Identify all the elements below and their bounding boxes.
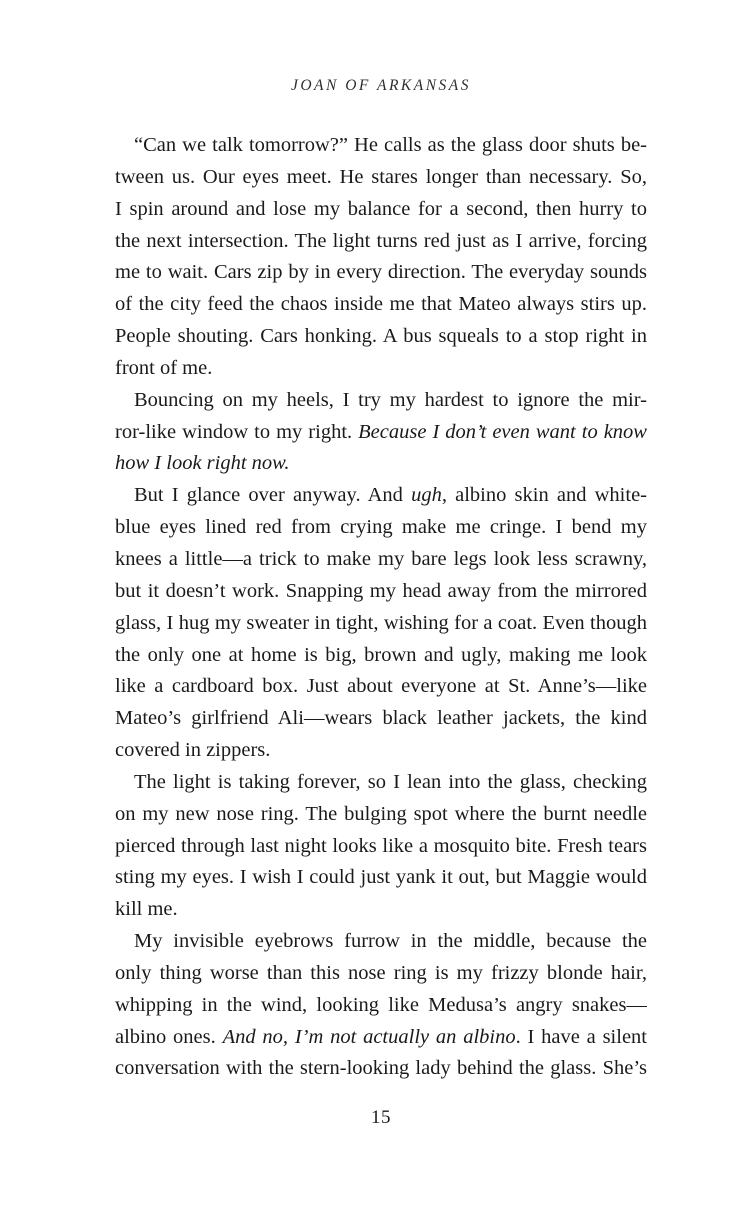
text-line: pierced through last night looks like a mosquito bite. Fresh tears [115, 834, 647, 857]
text-line: kill me. [115, 898, 178, 921]
text-line: I spin around and lose my balance for a second, then hurry to [115, 197, 647, 220]
text-line: glass, I hug my sweater in tight, wishing for a coat. Even though [115, 611, 647, 634]
text-line: The light is taking forever, so I lean into the glass, checking [134, 770, 647, 793]
text-line: blue eyes lined red from crying make me cringe. I bend my [115, 516, 647, 539]
paragraph [115, 767, 647, 926]
text-line: covered in zippers. [115, 739, 271, 762]
paragraph [115, 385, 647, 481]
text-line: but it doesn’t work. Snapping my head away from the mirrored [115, 579, 647, 602]
text-line: My invisible eyebrows furrow in the middle, because the [134, 930, 647, 953]
text-line: But I glance over anyway. And ugh, albino skin and white- [134, 484, 647, 507]
text-line: like a cardboard box. Just about everyone at St. Anne’s—like [115, 675, 647, 698]
text-line: tween us. Our eyes meet. He stares longer than necessary. So, [115, 165, 647, 188]
text-line: ror-like window to my right. Because I don’t even want to know [115, 420, 647, 443]
text-line: me to wait. Cars zip by in every direction. The everyday sounds [115, 261, 647, 284]
text-line: Mateo’s girlfriend Ali—wears black leather jackets, the kind [115, 707, 647, 730]
paragraph [115, 926, 647, 1085]
text-line: the next intersection. The light turns red just as I arrive, forcing [115, 229, 647, 252]
text-line: knees a little—a trick to make my bare legs look less scrawny, [115, 547, 647, 570]
text-line: the only one at home is big, brown and ugly, making me look [115, 643, 647, 666]
text-line: People shouting. Cars honking. A bus squeals to a stop right in [115, 325, 647, 348]
page-number: 15 [371, 1107, 391, 1128]
text-line: albino ones. And no, I’m not actually an albino. I have a silent [115, 1025, 647, 1048]
text-line: how I look right now. [115, 452, 290, 475]
text-line: only thing worse than this nose ring is my frizzy blonde hair, [115, 961, 647, 984]
running-header: JOAN OF ARKANSAS [290, 77, 472, 94]
text-line: of the city feed the chaos inside me that Mateo always stirs up. [115, 293, 647, 316]
body-text [115, 130, 647, 1085]
text-line: front of me. [115, 356, 213, 379]
text-line: on my new nose ring. The bulging spot where the burnt needle [115, 802, 647, 825]
paragraph [115, 480, 647, 767]
text-line: conversation with the stern-looking lady behind the glass. She’s [115, 1057, 647, 1080]
text-line: “Can we talk tomorrow?” He calls as the glass door shuts be- [134, 134, 647, 156]
text-line: Bouncing on my heels, I try my hardest to ignore the mir- [134, 388, 647, 411]
paragraph [115, 130, 647, 385]
text-line: sting my eyes. I wish I could just yank it out, but Maggie would [115, 866, 647, 889]
text-line: whipping in the wind, looking like Medusa’s angry snakes— [115, 993, 647, 1016]
